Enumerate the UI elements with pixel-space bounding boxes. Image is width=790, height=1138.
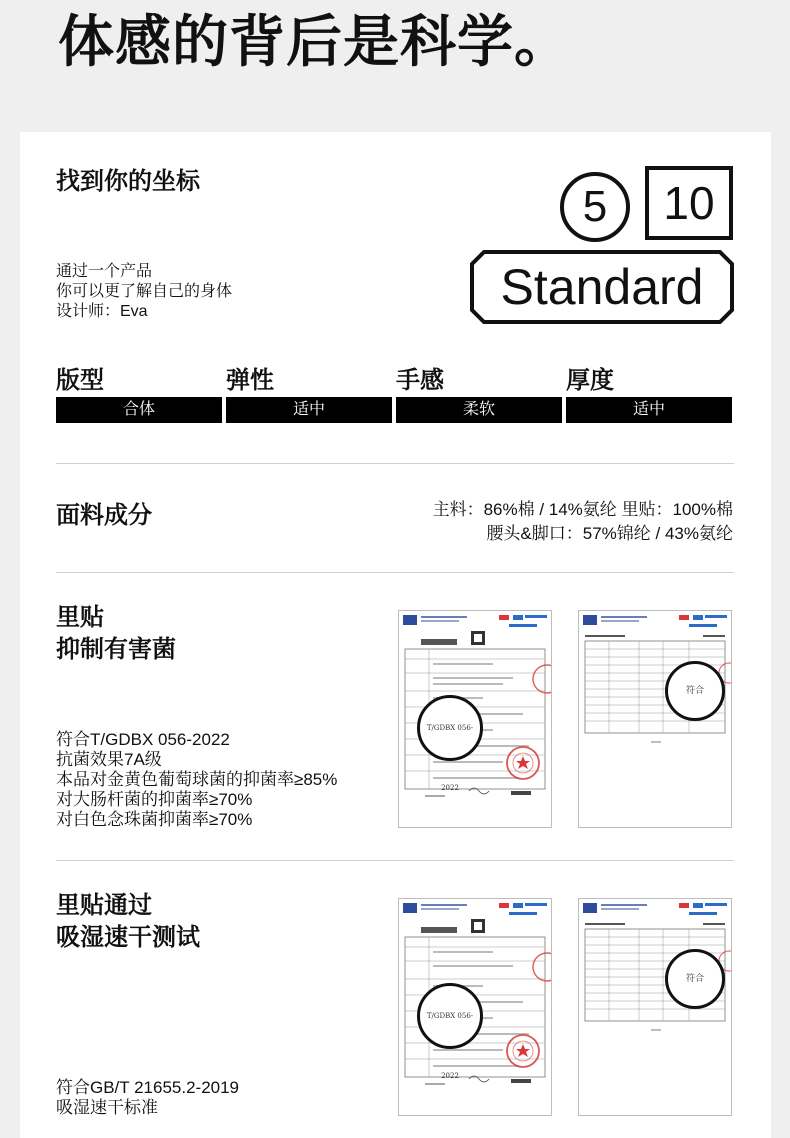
antibacterial-detail-line: 本品对金黄色葡萄球菌的抑菌率≥85% xyxy=(56,770,338,789)
standard-label: Standard xyxy=(500,259,704,315)
fit-section-title: 找到你的坐标 xyxy=(56,168,200,195)
report-document-graphic xyxy=(579,899,732,1116)
antibacterial-detail-line: 抗菌效果7A级 xyxy=(56,750,162,769)
antibacterial-detail-line: 符合T/GDBX 056-2022 xyxy=(56,730,230,749)
page-headline: 体感的背后是科学。 xyxy=(58,10,571,73)
attr-label-handfeel: 手感 xyxy=(396,367,444,394)
moisture-detail-line: 吸湿速干标准 xyxy=(56,1098,158,1117)
magnifier-callout: 符合 xyxy=(665,661,725,721)
antibacterial-title-line: 抑制有害菌 xyxy=(56,636,176,663)
fit-intro-text xyxy=(56,262,232,322)
attr-value-cut: 合体 xyxy=(56,397,222,423)
divider xyxy=(56,860,734,861)
magnifier-callout: T/GDBX 056-2022 xyxy=(417,695,483,761)
fabric-line: 主料：86%棉 / 14%氨纶 里贴：100%棉 xyxy=(432,500,733,519)
standard-fit-badge xyxy=(470,250,734,324)
antibacterial-details xyxy=(56,730,337,830)
fit-intro-line: 通过一个产品 xyxy=(56,263,153,280)
attr-label-elasticity: 弹性 xyxy=(226,367,274,394)
fabric-section-title: 面料成分 xyxy=(56,502,152,529)
divider xyxy=(56,572,734,573)
antibacterial-detail-line: 对大肠杆菌的抑菌率≥70% xyxy=(56,790,253,809)
moisture-title-line: 吸湿速干测试 xyxy=(56,924,200,951)
fabric-composition xyxy=(433,498,733,546)
attr-label-cut: 版型 xyxy=(56,367,104,394)
test-report-image xyxy=(398,610,552,828)
size-circle-badge: 5 xyxy=(560,172,630,242)
content-card xyxy=(20,132,771,1138)
moisture-detail-line: 符合GB/T 21655.2-2019 xyxy=(56,1078,240,1097)
moisture-title xyxy=(56,890,200,954)
moisture-title-line: 里贴通过 xyxy=(56,892,152,919)
divider xyxy=(56,463,734,464)
attr-value-elasticity: 适中 xyxy=(226,397,392,423)
antibacterial-title xyxy=(56,602,176,666)
test-report-image xyxy=(578,610,732,828)
moisture-details xyxy=(56,1078,239,1118)
attr-label-thickness: 厚度 xyxy=(566,367,614,394)
test-report-image xyxy=(578,898,732,1116)
fabric-line: 腰头&脚口：57%锦纶 / 43%氨纶 xyxy=(486,524,733,543)
size-box-badge: 10 xyxy=(645,166,733,240)
fit-intro-line: 设计师：Eva xyxy=(56,303,148,320)
attr-value-handfeel: 柔软 xyxy=(396,397,562,423)
antibacterial-title-line: 里贴 xyxy=(56,604,104,631)
magnifier-callout: 符合 xyxy=(665,949,725,1009)
report-document-graphic xyxy=(579,611,732,828)
test-report-image xyxy=(398,898,552,1116)
attr-value-thickness: 适中 xyxy=(566,397,732,423)
magnifier-callout: T/GDBX 056-2022 xyxy=(417,983,483,1049)
antibacterial-detail-line: 对白色念珠菌抑菌率≥70% xyxy=(56,810,253,829)
fit-intro-line: 你可以更了解自己的身体 xyxy=(56,283,233,300)
